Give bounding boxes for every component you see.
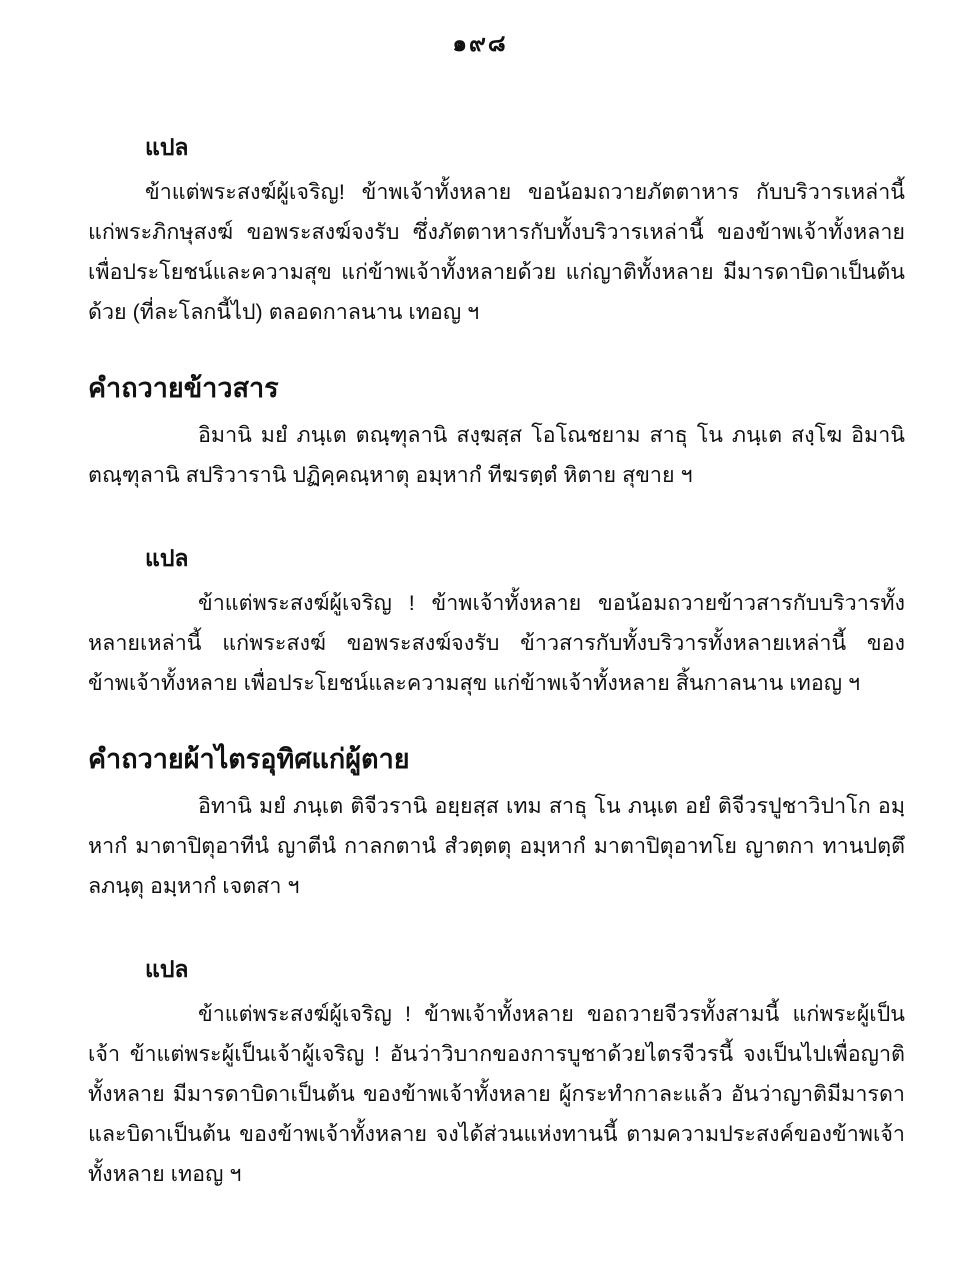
translation-label-robe: แปล [145,956,189,982]
section-title-robe-offering: คำถวายผ้าไตรอุทิศแก่ผู้ตาย [88,744,410,774]
translation-paragraph-food: ข้าแต่พระสงฆ์ผู้เจริญ! ข้าพเจ้าทั้งหลาย ขอน้อมถวายภัตตาหาร กับบริวารเหล่านี้ แก่พระภิกษุสงฆ์ ขอพระสงฆ์จงรับ ซึ่งภัตตาหารกับทั้งบริวารเหล่านี้ ของข้าพเจ้าทั้งหลาย เพื่อประโยชน์และความสุข แก่ข้าพเจ้าทั้งหลายด้วย แก่ญาติทั้งหลาย มีมารดาบิดาเป็นต้นด้วย (ที่ละโลกนี้ไป) ตลอดกาลนาน เทอญ ฯ [88,180,905,324]
translation-paragraph-robe: ข้าแต่พระสงฆ์ผู้เจริญ ! ข้าพเจ้าทั้งหลาย ขอถวายจีวรทั้งสามนี้ แก่พระผู้เป็นเจ้า ข้าแต่พระผู้เป็นเจ้าผู้เจริญ ! อันว่าวิบากของการบูชาด้วยไตรจีวรนี้ จงเป็นไปเพื่อญาติทั้งหลาย มีมารดาบิดาเป็นต้น ของข้าพเจ้าทั้งหลาย ผู้กระทำกาละแล้ว อันว่าญาติมีมารดาและบิดาเป็นต้น ของข้าพเจ้าทั้งหลาย จงได้ส่วนแห่งทานนี้ ตามความประสงค์ของข้าพเจ้าทั้งหลาย เทอญ ฯ [88,1002,905,1186]
pali-paragraph-rice: อิมานิ มยํ ภนฺเต ตณฺฑุลานิ สงฺฆสฺส โอโณชยาม สาธุ โน ภนฺเต สงฺโฆ อิมานิ ตณฺฑุลานิ สปริวารานิ ปฏิคฺคณฺหาตุ อมฺหากํ ทีฆรตฺตํ หิตาย สุขาย ฯ [88,423,905,487]
translation-label-rice: แปล [145,545,189,571]
translation-label-food: แปล [145,134,189,160]
section-title-rice-offering: คำถวายข้าวสาร [88,373,279,403]
pali-paragraph-robe: อิทานิ มยํ ภนฺเต ติจีวรานิ อยฺยสฺส เทม สาธุ โน ภนฺเต อยํ ติจีวรปูชาวิปาโก อมฺหากํ มาตาปิตุอาทีนํ ญาตีนํ กาลกตานํ สํวตฺตตุ อมฺหากํ มาตาปิตุอาทโย ญาตกา ทานปตฺตึ ลภนฺตุ อมฺหากํ เจตสา ฯ [88,794,905,898]
page-content [0,130,960,1194]
translation-paragraph-rice: ข้าแต่พระสงฆ์ผู้เจริญ ! ข้าพเจ้าทั้งหลาย ขอน้อมถวายข้าวสารกับบริวารทั้งหลายเหล่านี้ แก่พระสงฆ์ ขอพระสงฆ์จงรับ ข้าวสารกับทั้งบริวารทั้งหลายเหล่านี้ ของข้าพเจ้าทั้งหลาย เพื่อประโยชน์และความสุข แก่ข้าพเจ้าทั้งหลาย สิ้นกาลนาน เทอญ ฯ [88,591,905,695]
page-number: ๑๙๘ [452,30,508,56]
